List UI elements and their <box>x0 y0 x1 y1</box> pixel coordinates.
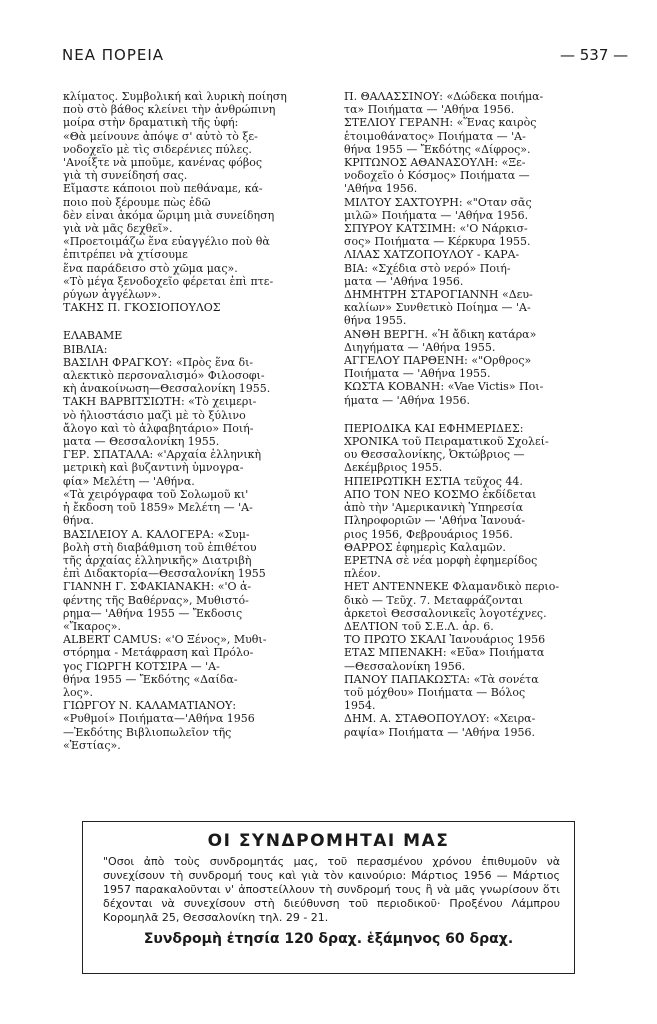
text-line: ΕΤΑΣ ΜΠΕΝΑΚΗ: «Εὔα» Ποιήματα <box>344 646 545 660</box>
text-line: ΓΙΩΡΓΟΥ Ν. ΚΑΛΑΜΑΤΙΑΝΟΥ: <box>63 699 237 713</box>
text-line: ραψία» Ποιήματα — 'Αθήνα 1956. <box>344 725 535 739</box>
text-line: «Ἑστίας». <box>63 738 121 752</box>
text-line: ΤΟ ΠΡΩΤΟ ΣΚΑΛΙ Ἰανουάριος 1956 <box>344 633 546 647</box>
text-line: ματα — Θεσσαλονίκη 1955. <box>63 435 220 449</box>
text-line: ΑΓΓΕΛΟΥ ΠΑΡΘΕΝΗ: «"Ορθρος» <box>344 354 532 368</box>
text-line: μετρικὴ καὶ βυζαντινὴ ὑμνογρα- <box>63 461 244 475</box>
text-line: σος» Ποιήματα — Κέρκυρα 1955. <box>344 235 531 249</box>
text-line: ΛΙΛΑΣ ΧΑΤΖΟΠΟΥΛΟΥ - ΚΑΡΑ- <box>344 248 520 262</box>
text-line: ΣΤΕΛΙΟΥ ΓΕΡΑΝΗ: «Ἕνας καιρὸς <box>344 116 537 130</box>
text-line: Ποιήματα — 'Αθήνα 1955. <box>344 367 491 381</box>
text-line: Διηγήματα — 'Αθήνα 1955. <box>344 340 496 354</box>
text-line: ρημα— 'Αθήνα 1955 — Ἔκδοσις <box>63 606 243 620</box>
text-line: ΒΑΣΙΛΗ ΦΡΑΓΚΟΥ: «Πρὸς ἕνα δι- <box>63 355 254 369</box>
text-line: ΓΙΑΝΝΗ Γ. ΣΦΑΚΙΑΝΑΚΗ: «'Ο ἀ- <box>63 580 252 594</box>
text-line: ΒΙΒΛΙΑ: <box>63 342 108 356</box>
spacer <box>63 314 321 329</box>
text-line: ΑΝΘΗ ΒΕΡΓΗ. «Ἡ ἄδικη κατάρα» <box>344 327 537 341</box>
text-line: ρύγων ἀγγέλων». <box>63 288 162 302</box>
text-line: τα» Ποιήματα — 'Αθήνα 1956. <box>344 103 515 117</box>
text-line: ΠΕΡΙΟΔΙΚΑ ΚΑΙ ΕΦΗΜΕΡΙΔΕΣ: <box>344 421 524 435</box>
text-line: «Θὰ μείνουνε ἀπόψε σ' αὐτὸ τὸ ξε- <box>63 129 258 143</box>
text-line: ΚΡΙΤΩΝΟΣ ΑΘΑΝΑΣΟΥΛΗ: «Ξε- <box>344 156 526 170</box>
text-line: Δεκέμβριος 1955. <box>344 461 443 475</box>
text-line: αλεκτικὸ περσοναλισμό» Φιλοσοφι- <box>63 369 265 383</box>
text-line: Εἴμαστε κάποιοι ποὺ πεθάναμε, κά- <box>63 182 263 196</box>
text-line: φέντης τῆς Βαθέρνας», Μυθιστό- <box>63 593 249 607</box>
text-line: ματα — 'Αθήνα 1956. <box>344 274 464 288</box>
text-line: ἐπιτρέπει νὰ χτίσουμε <box>63 248 188 262</box>
text-line: τῆς ἀρχαίας ἑλληνικῆς» Διατριβὴ <box>63 553 252 567</box>
text-line: ΑΠΟ ΤΟΝ ΝΕΟ ΚΟΣΜΟ ἐκδίδεται <box>344 487 537 501</box>
text-line: φία» Μελέτη — 'Αθήνα. <box>63 474 195 488</box>
text-line: ΕΡΕΤΝΑ σὲ νέα μορφὴ ἐφημερίδος <box>344 553 538 567</box>
text-line: ἕνα παράδεισο στὸ χῶμα μας». <box>63 261 238 275</box>
text-line: 1954. <box>344 699 376 713</box>
text-line: πλέον. <box>344 567 381 581</box>
text-line: μοίρα στὴν δραματικὴ τῆς ὑφή: <box>63 116 239 130</box>
text-line: ΣΠΥΡΟΥ ΚΑΤΣΙΜΗ: «'Ο Νάρκισ- <box>344 222 528 236</box>
text-line: καλίων» Συνθετικὸ Ποίημα — 'Α- <box>344 301 531 315</box>
text-line: ἀπὸ τὴν 'Αμερικανικὴ Ὑπηρεσία <box>344 501 524 515</box>
text-line: τοῦ μόχθου» Ποιήματα — Βόλος <box>344 685 526 699</box>
text-line: ποιο ποὺ ξέρουμε πὼς ἐδῶ <box>63 195 211 209</box>
text-line: «Ρυθμοί» Ποιήματα—'Αθήνα 1956 <box>63 712 255 726</box>
text-line: δικὸ — Τεῦχ. 7. Μεταφράζονται <box>344 593 523 607</box>
text-line: δὲν εἶναι ἀκόμα ὥριμη μιὰ συνείδηση <box>63 208 275 222</box>
text-line: «Ἴκαρος». <box>63 619 121 633</box>
text-line: ἑτοιμοθάνατος» Ποιήματα — 'Α- <box>344 129 526 143</box>
text-line: ἡ ἔκδοση τοῦ 1859» Μελέτη — 'Α- <box>63 501 253 515</box>
text-line: ΔΕΛΤΙΟΝ τοῦ Σ.Ε.Λ. ἀρ. 6. <box>344 619 494 633</box>
right-column <box>344 90 599 739</box>
text-line: μιλῶ» Ποιήματα — 'Αθήνα 1956. <box>344 208 529 222</box>
text-line: θήνα 1955 — Ἔκδότης «Δαίδα- <box>63 672 238 686</box>
text-line: βολὴ στὴ διαβάθμιση τοῦ ἐπιθέτου <box>63 540 257 554</box>
text-line: ἄλογο καὶ τὸ ἀλφαβητάριο» Ποιή- <box>63 421 254 435</box>
text-line: ριος 1956, Φεβρουάριος 1956. <box>344 527 513 541</box>
text-line: «Τὸ μέγα ξενοδοχεῖο φέρεται ἐπὶ πτε- <box>63 274 274 288</box>
text-line: γιὰ τὴ συνείδησή σας. <box>63 169 188 183</box>
text-line: —Θεσσαλονίκη 1956. <box>344 659 466 673</box>
text-line: «Τὰ χειρόγραφα τοῦ Σολωμοῦ κι' <box>63 487 249 501</box>
left-column <box>63 90 321 752</box>
text-line: θήνα 1955 — Ἔκδότης «Δίφρος». <box>344 142 531 156</box>
text-line: ALBERT CAMUS: «'Ο Ξένος», Μυθι- <box>63 633 267 647</box>
text-line: ἀρκετοὶ Θεσσαλονικεῖς λογοτέχνες. <box>344 606 547 620</box>
text-line: ΒΙΑ: «Σχέδια στὸ νερό» Ποιή- <box>344 261 511 275</box>
text-line: νὸ ἡλιοστάσιο μαζὶ μὲ τὸ ξύλινο <box>63 408 246 422</box>
text-line: —Ἐκδότης Βιβλιοπωλεῖον τῆς <box>63 725 232 739</box>
text-line: νοδοχεῖο ὁ Κόσμος» Ποιήματα — <box>344 169 530 183</box>
text-line: ΗΕΤ ΑΝΤΕΝΝΕΚΕ Φλαμανδικὸ περιο- <box>344 580 560 594</box>
journal-title: ΝΕΑ ΠΟΡΕΙΑ <box>62 46 165 64</box>
text-line: ἐπὶ Διδακτορία—Θεσσαλονίκη 1955 <box>63 567 266 581</box>
text-line: ποὺ στὸ βάθος κλείνει τὴν ἀνθρώπινη <box>63 103 276 117</box>
text-line: ΘΑΡΡΟΣ ἐφημερὶς Καλαμῶν. <box>344 540 506 554</box>
text-line: λος». <box>63 685 93 699</box>
text-line: ΚΩΣΤΑ ΚΟΒΑΝΗ: «Vae Victis» Ποι- <box>344 380 544 394</box>
notice-body: "Οσοι ἀπὸ τοὺς συνδρομητάς μας, τοῦ περασμένου χρόνου ἐπιθυμοῦν νὰ συνεχίσουν τὴ συνδρομή τους καὶ γιὰ τὸν καινούριο: Μάρτιος 1956 — Μάρτιος 1957 παρακαλοῦνται ν' ἀποστείλλουν τὴ συνδρομή τους ἢ νὰ μᾶς γνωρίσουν ὅτι δέχονται νὰ συνεχίσουν στὴ διεύθυνση τοῦ περιοδικοῦ· Προξένου Λάμπρου Κορομηλᾶ 25, Θεσσαλονίκη τηλ. 29 - 21. <box>103 855 560 924</box>
text-line: γος ΓΙΩΡΓΗ ΚΟΤΣΙΡΑ — 'Α- <box>63 659 220 673</box>
text-line: ΧΡΟΝΙΚΑ τοῦ Πειραματικοῦ Σχολεί- <box>344 435 549 449</box>
text-line: ΒΑΣΙΛΕΙΟΥ Α. ΚΑΛΟΓΕΡΑ: «Συμ- <box>63 527 250 541</box>
page-number: — 537 — <box>560 46 629 64</box>
text-line: ΗΠΕΙΡΩΤΙΚΗ ΕΣΤΙΑ τεῦχος 44. <box>344 474 523 488</box>
notice-title: ΟΙ ΣΥΝΔΡΟΜΗΤΑΙ ΜΑΣ <box>207 831 450 851</box>
spacer <box>344 407 599 422</box>
text-line: 'Ανοίξτε νὰ μποῦμε, κανένας φόβος <box>63 156 262 170</box>
text-line: κὴ ἀνακοίνωση—Θεσσαλονίκη 1955. <box>63 382 271 396</box>
text-line: θήνα 1955. <box>344 314 407 328</box>
text-line: 'Αθήνα 1956. <box>344 182 418 196</box>
text-line: ΕΛΑΒΑΜΕ <box>63 329 123 343</box>
text-line: γιὰ νὰ μᾶς δεχθεῖ». <box>63 222 173 236</box>
text-line: ΓΕΡ. ΣΠΑΤΑΛΑ: «'Αρχαία ἑλληνικὴ <box>63 448 262 462</box>
text-line: ΤΑΚΗ ΒΑΡΒΙΤΣΙΩΤΗ: «Τὸ χειμερι- <box>63 395 257 409</box>
text-line: κλίματος. Συμβολική καὶ λυρικὴ ποίηση <box>63 90 287 103</box>
text-line: ΜΙΛΤΟΥ ΣΑΧΤΟΥΡΗ: «"Οταν σᾶς <box>344 195 532 209</box>
text-line: ΠΑΝΟΥ ΠΑΠΑΚΩΣΤΑ: «Τὰ σονέτα <box>344 672 539 686</box>
text-line: ήματα — 'Αθήνα 1956. <box>344 393 470 407</box>
text-line: ΤΑΚΗΣ Π. ΓΚΟΣΙΟΠΟΥΛΟΣ <box>63 301 221 315</box>
notice-footer: Συνδρομὴ ἐτησία 120 δραχ. ἑξάμηνος 60 δραχ. <box>143 931 514 947</box>
text-line: «Προετοιμάζω ἕνα εὐαγγέλιο ποὺ θὰ <box>63 235 270 249</box>
text-line: στόρημα - Μετάφραση καὶ Πρόλο- <box>63 646 254 660</box>
text-line: ου Θεσσαλονίκης, Ὀκτώβριος — <box>344 448 525 462</box>
text-line: Π. ΘΑΛΑΣΣΙΝΟΥ: «Δώδεκα ποιήμα- <box>344 90 544 103</box>
text-line: θήνα. <box>63 514 94 528</box>
text-line: νοδοχεῖο μὲ τὶς σιδερένιες πύλες. <box>63 142 252 156</box>
text-line: ΔΗΜ. Α. ΣΤΑΘΟΠΟΥΛΟΥ: «Χειρα- <box>344 712 536 726</box>
text-line: Πληροφοριῶν — 'Αθήνα Ἰανουά- <box>344 514 526 528</box>
text-line: ΔΗΜΗΤΡΗ ΣΤΑΡΟΓΙΑΝΝΗ «Δευ- <box>344 288 533 302</box>
subscribers-notice <box>82 821 575 974</box>
